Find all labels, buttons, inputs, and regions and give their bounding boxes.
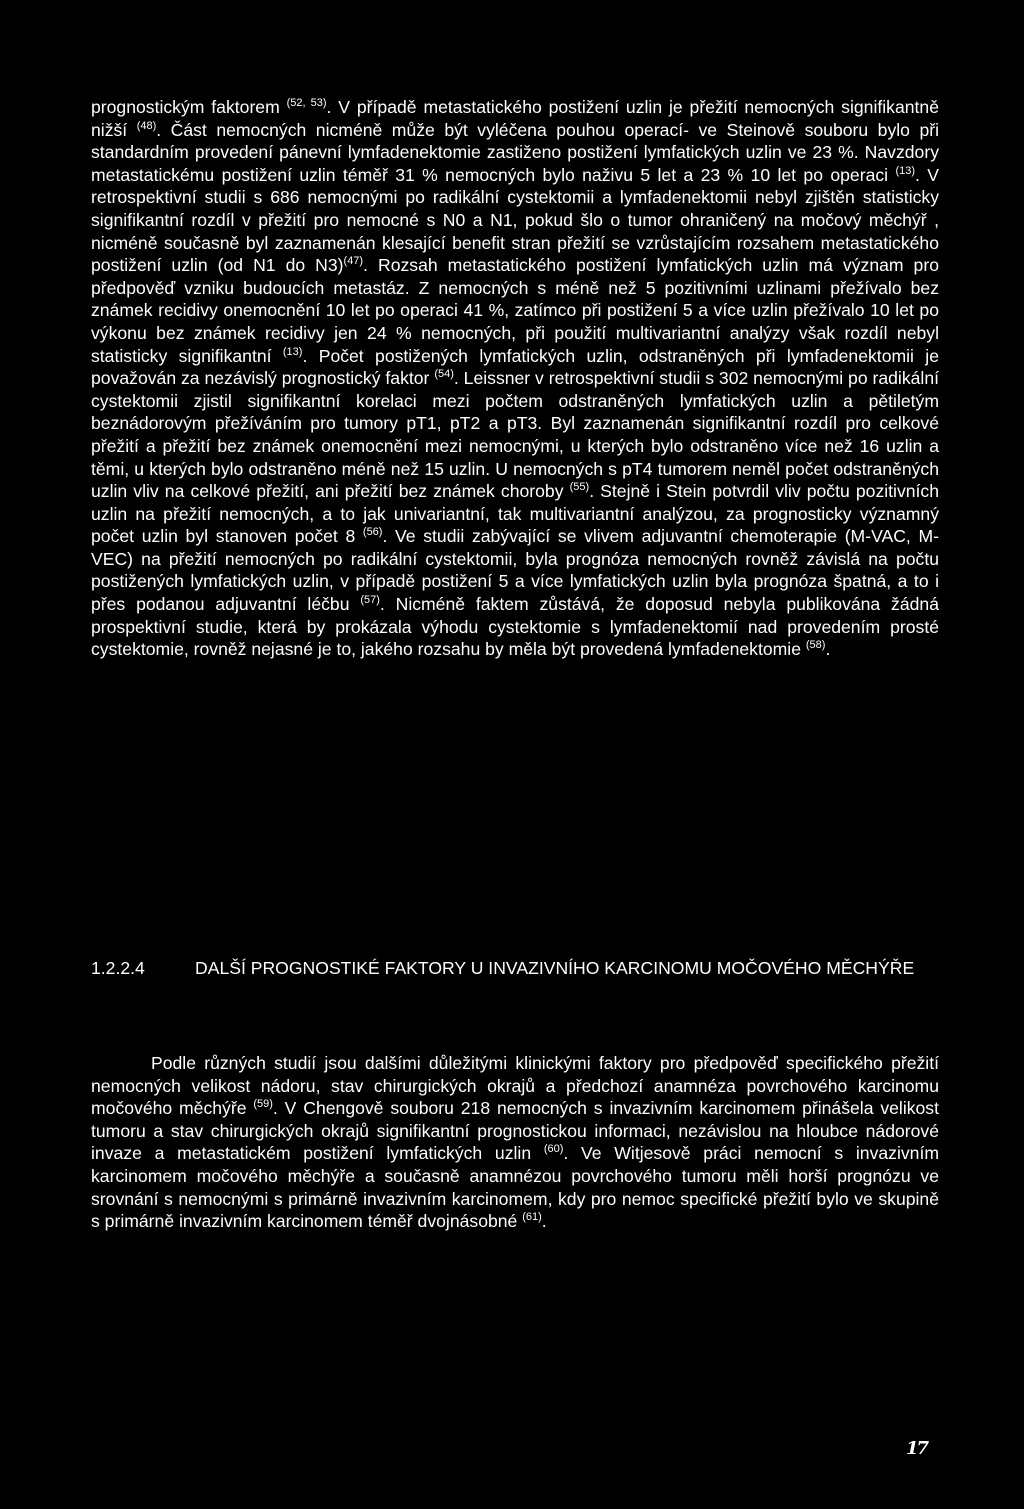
document-page xyxy=(91,96,940,1232)
text-run: . V Chengově souboru 218 nemocných s invazivním karcinomem přinášela velikost tumoru a stav chirurgických okrajů signifikantní prognostickou informaci, nezávislou na hloubce nádorové invaze a metastatickém postižení lymfatických uzlin xyxy=(91,1098,939,1164)
text-run: . Ve Witjesově práci nemocní s invazivním karcinomem močového měchýře a současně anamnézou povrchového tumoru měli horší prognózu ve srovnání s nemocnými s primárně invazivním karcinomem, kdy pro nemoc specifické přežití bylo ve skupině s primárně invazivním karcinomem téměř dvojnásobné xyxy=(91,1143,939,1232)
citation-ref: (61) xyxy=(522,1211,542,1224)
text-run: prognostickým faktorem xyxy=(91,97,287,117)
citation-ref: (55) xyxy=(569,481,590,494)
citation-ref: (52, 53) xyxy=(286,97,327,110)
text-run: . Nicméně faktem zůstává, že doposud nebyla publikována žádná prospektivní studie, která by prokázala výhodu cystektomie s lymfadenektomií nad provedením prosté cystektomie, rovněž nejasné je to, jakého rozsahu by měla být provedená lymfadenektomie xyxy=(91,594,939,660)
citation-ref: (47) xyxy=(343,255,364,268)
text-run: . Část nemocných nicméně může být vyléčena pouhou operací- ve Steinově souboru bylo při standardním provedení pánevní lymfadenektomie zastiženo postižení lymfatických uzlin ve 23 %. Navzdory metastatickému postižení uzlin téměř 31 % nemocných bylo naživu 5 let a 23 % 10 let po operaci xyxy=(91,119,939,185)
text-run: . Leissner v retrospektivní studii s 302 nemocnými po radikální cystektomii zjistil signifikantní korelaci mezi počtem odstraněných lymfatických uzlin a pětiletým beznádorovým přežíváním pro tumory pT1, pT2 a pT3. Byl zaznamenán signifikantní rozdíl pro celkové přežití a přežití bez známek onemocnění mezi nemocnými, u kterých bylo odstraněno více než 16 uzlin a těmi, u kterých bylo odstraněno méně než 15 uzlin. U nemocných s pT4 tumorem neměl počet odstraněných uzlin vliv na celkové přežití, ani přežití bez známek choroby xyxy=(91,368,940,502)
citation-ref: (58) xyxy=(805,639,826,652)
citation-ref: (60) xyxy=(543,1143,564,1156)
section-heading xyxy=(91,956,939,980)
citation-ref: (13) xyxy=(282,345,303,358)
citation-ref: (56) xyxy=(362,526,383,539)
citation-ref: (59) xyxy=(253,1098,273,1111)
body-paragraph-other-factors xyxy=(91,1052,939,1233)
text-run: . V případě metastatického postižení uzlin je přežití nemocných signifikantně nižší xyxy=(91,97,939,140)
citation-ref: (54) xyxy=(434,368,454,381)
citation-ref: (48) xyxy=(136,119,157,132)
citation-ref: (13) xyxy=(895,164,915,177)
body-paragraph-lymph-nodes xyxy=(91,96,939,661)
citation-ref: (57) xyxy=(360,594,380,607)
section-title: DALŠÍ PROGNOSTIKÉ FAKTORY U INVAZIVNÍHO KARCINOMU MOČOVÉHO MĚCHÝŘE xyxy=(195,958,915,978)
text-run: . Ve studii zabývající se vlivem adjuvantní chemoterapie (M-VAC, M-VEC) na přežití nemocných po radikální cystektomii, byla prognóza nemocných rovněž závislá na počtu postižených lymfatických uzlin, v případě postižení 5 a více lymfatických uzlin byla prognóza špatná, a to i přes podanou adjuvantní léčbu xyxy=(91,526,939,615)
page-number: 17 xyxy=(906,1438,928,1459)
text-run: Podle různých studií jsou dalšími důležitými klinickými faktory pro předpověď specifického přežití nemocných velikost nádoru, stav chirurgických okrajů a předchozí anamnéza povrchového karcinomu močového měchýře xyxy=(91,1053,939,1119)
text-run: . xyxy=(541,1211,547,1232)
text-run: . Počet postižených lymfatických uzlin, odstraněných při lymfadenektomii je považován za nezávislý prognostický faktor xyxy=(91,345,940,389)
text-run: . Stejně i Stein potvrdil vliv počtu pozitivních uzlin na přežití nemocných, a to jak univariantní, tak multivariantní analýzou, za prognosticky významný počet uzlin byl stanoven počet 8 xyxy=(91,481,939,547)
text-run: . Rozsah metastatického postižení lymfatických uzlin má význam pro předpověď vzniku budoucích metastáz. Z nemocných s méně než 5 pozitivními uzlinami přežívalo bez známek recidivy onemocnění 10 let po operaci 41 %, zatímco při postižení 5 a více uzlin přežívalo 10 let po výkonu bez známek recidivy jen 24 % nemocných, při použití multivariantní analýzy však rozdíl nebyl statisticky signifikantní xyxy=(91,255,939,366)
text-run: . xyxy=(825,639,831,660)
text-run: . V retrospektivní studii s 686 nemocnými po radikální cystektomii a lymfadenektomii nebyl zjištěn statisticky signifikantní rozdíl v přežití pro nemocné s N0 a N1, pokud šlo o tumor ohraničený na močový měchýř , nicméně současně byl zaznamenán klesající benefit stran přežití se vzrůstajícím rozsahem metastatického postižení uzlin (od N1 do N3) xyxy=(91,164,939,276)
section-number: 1.2.2.4 xyxy=(91,958,145,978)
